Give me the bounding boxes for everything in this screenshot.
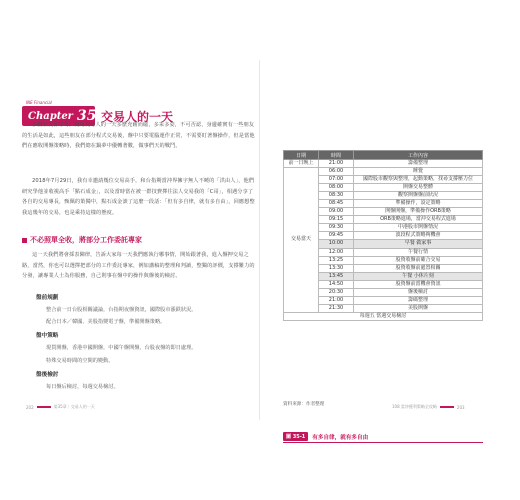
column-header: 日期 [284, 151, 319, 160]
time-cell: 08:30 [319, 192, 354, 200]
caption-rule [283, 442, 483, 443]
weekly-review-note: 每週五 當週交易檢討 [284, 312, 483, 320]
time-cell: 21:00 [319, 296, 354, 304]
table-footer-row [284, 312, 483, 320]
task-cell: 睡覺 [354, 168, 483, 176]
task-cell: 早餐 做家事 [354, 240, 483, 248]
task-cell: 波段程式策略夠機會 [354, 232, 483, 240]
time-cell: 06:00 [319, 168, 354, 176]
section-heading-text: 不必照單全收，將部分工作委託專家 [30, 236, 142, 244]
task-cell: 觀察開盤盤前狀況 [354, 192, 483, 200]
table-row [284, 160, 483, 168]
task-cell: 股資盤前當機會資訊 [354, 280, 483, 288]
task-cell: 盤後檢討 [354, 288, 483, 296]
task-cell: 股資收盤前處置相關 [354, 264, 483, 272]
time-cell: 07:00 [319, 176, 354, 184]
subsection-text: 整合前一日台股相關議論，台指期夜盤資訊，國際股市漲跌狀況。 [46, 307, 197, 313]
task-cell: 美股開盤 [354, 304, 483, 312]
page-gutter [259, 60, 260, 420]
source-note: 資料來源：作者整理 [283, 402, 325, 407]
page-number-right: 203 [456, 404, 465, 410]
task-cell: 籌碼整理 [354, 296, 483, 304]
footer-left-text: 第35章｜交易人的一天 [53, 404, 95, 409]
chapter-number: 35 [76, 108, 97, 124]
time-cell: 08:00 [319, 184, 354, 192]
subsection-text: 每日盤后檢討，每週交易檢討。 [46, 384, 119, 390]
time-cell: 09:30 [319, 224, 354, 232]
chapter-word: Chapter [28, 110, 73, 122]
subsection-head-review: 盤後檢討 [36, 372, 59, 378]
column-header: 工作內容 [354, 151, 483, 160]
time-cell: 12:00 [319, 248, 354, 256]
footer-bar [37, 406, 51, 408]
date-cell: 交易當天 [284, 168, 319, 313]
subsection-text: 現貨開盤，香港中國開盤，中國午盤開盤，台股夜盤的即日處理。 [46, 345, 197, 351]
time-cell: 08:45 [319, 200, 354, 208]
caption-text: 有多自律，就有多自由 [312, 434, 369, 441]
section-bullet-icon [22, 238, 27, 243]
subsection-text: 配合日本／韓國、美股指變電子盤，準備開盤策略。 [46, 319, 166, 325]
subsection-head-premarket: 盤前規劃 [36, 295, 59, 301]
time-cell: 13:30 [319, 264, 354, 272]
chapter-title: 交易人的一天 [101, 109, 174, 124]
page-number-left: 202 [26, 404, 34, 410]
task-cell: 籌備整理 [354, 160, 483, 168]
footer-bar [440, 406, 454, 408]
time-cell: 09:15 [319, 216, 354, 224]
footer-right-text: 108 當沖獲利策略全攻略 [392, 404, 437, 409]
section-body: 這一天我們將會採表陳律，告訴大家每一天我們應執行哪事情，開始跟著我，進入盤押交易之路，當然，你也可以選擇把部分的工作委託專家，例如講稿的整理和判讀，整獨的評價，支撐難力的分發，讓專業人士為你服務，自己則事在盤中的操作與盤後的檢討。 [22, 252, 255, 280]
time-cell: 20:30 [319, 288, 354, 296]
time-cell: 13:25 [319, 256, 354, 264]
intro-paragraph-1: 多數朋友會好奇，變用交易人的一天多麼充耐而磁，多采多姿，不可否認，身邊確實有一些朋友的生活是如此，這些朋友在部分程式交易後，盤中只要電腦運作正常，不需要盯著盤操作，但是當他們在應收開盤策略時，我們總在鍋夢中優轉著數，做事們天的戰鬥。 [22, 122, 255, 150]
column-header: 時間 [319, 151, 354, 160]
task-cell: ORB策略進場，當沖交易程式進場 [354, 216, 483, 224]
task-cell: 開盤交易整體 [354, 184, 483, 192]
caption-badge: 圖 35-1 [283, 432, 308, 441]
task-cell: 國際股市觀察與整理，起動策略，找尋支撐壓力位 [354, 176, 483, 184]
time-cell: 10:00 [319, 240, 354, 248]
table-header-row [284, 151, 483, 160]
schedule-table [283, 150, 483, 321]
footer-right [392, 404, 465, 410]
task-cell: 午餐 小休片刻 [354, 272, 483, 280]
time-cell: 21:30 [319, 304, 354, 312]
chapter-small-label: INE Financial [26, 100, 52, 105]
subsection-text: 特殊交易時間的空間的變動。 [46, 358, 114, 364]
date-cell: 前一日晚上 [284, 160, 319, 168]
task-cell: 準備操作，設定策略 [354, 200, 483, 208]
time-cell: 09:00 [319, 208, 354, 216]
intro-paragraph-2: 2018年7月29日，我有幸邀請幾位交易高手，和台指期當沖界擁字無人不曉的「洪由人」，他們研究學他並收視高手「點石成金」，以及當時當在被一群技費擇往法人交易我的「C哥」，相遇分享了各自的交易專長，甄佩的策獨中，點石成金談了這麼一段話：「但有多自律，就有多自由」，回應想整我這幾年的交易，也是乘持這樣的態度。 [22, 178, 255, 216]
table-row [284, 168, 483, 176]
table-body [284, 160, 483, 321]
task-cell: 中港股市開盤情況 [354, 224, 483, 232]
task-cell: 午餐行情 [354, 248, 483, 256]
subsection-head-intraday: 盤中策略 [36, 333, 59, 339]
time-cell: 13:45 [319, 272, 354, 280]
task-cell: 開盤開盤，準備操作ORB策略 [354, 208, 483, 216]
time-cell: 14:50 [319, 280, 354, 288]
time-cell: 21:00 [319, 160, 354, 168]
task-cell: 股資收盤前確合交易 [354, 256, 483, 264]
figure-caption [283, 432, 368, 441]
footer-left [26, 404, 95, 410]
section-heading [22, 235, 142, 245]
time-cell: 09:45 [319, 232, 354, 240]
